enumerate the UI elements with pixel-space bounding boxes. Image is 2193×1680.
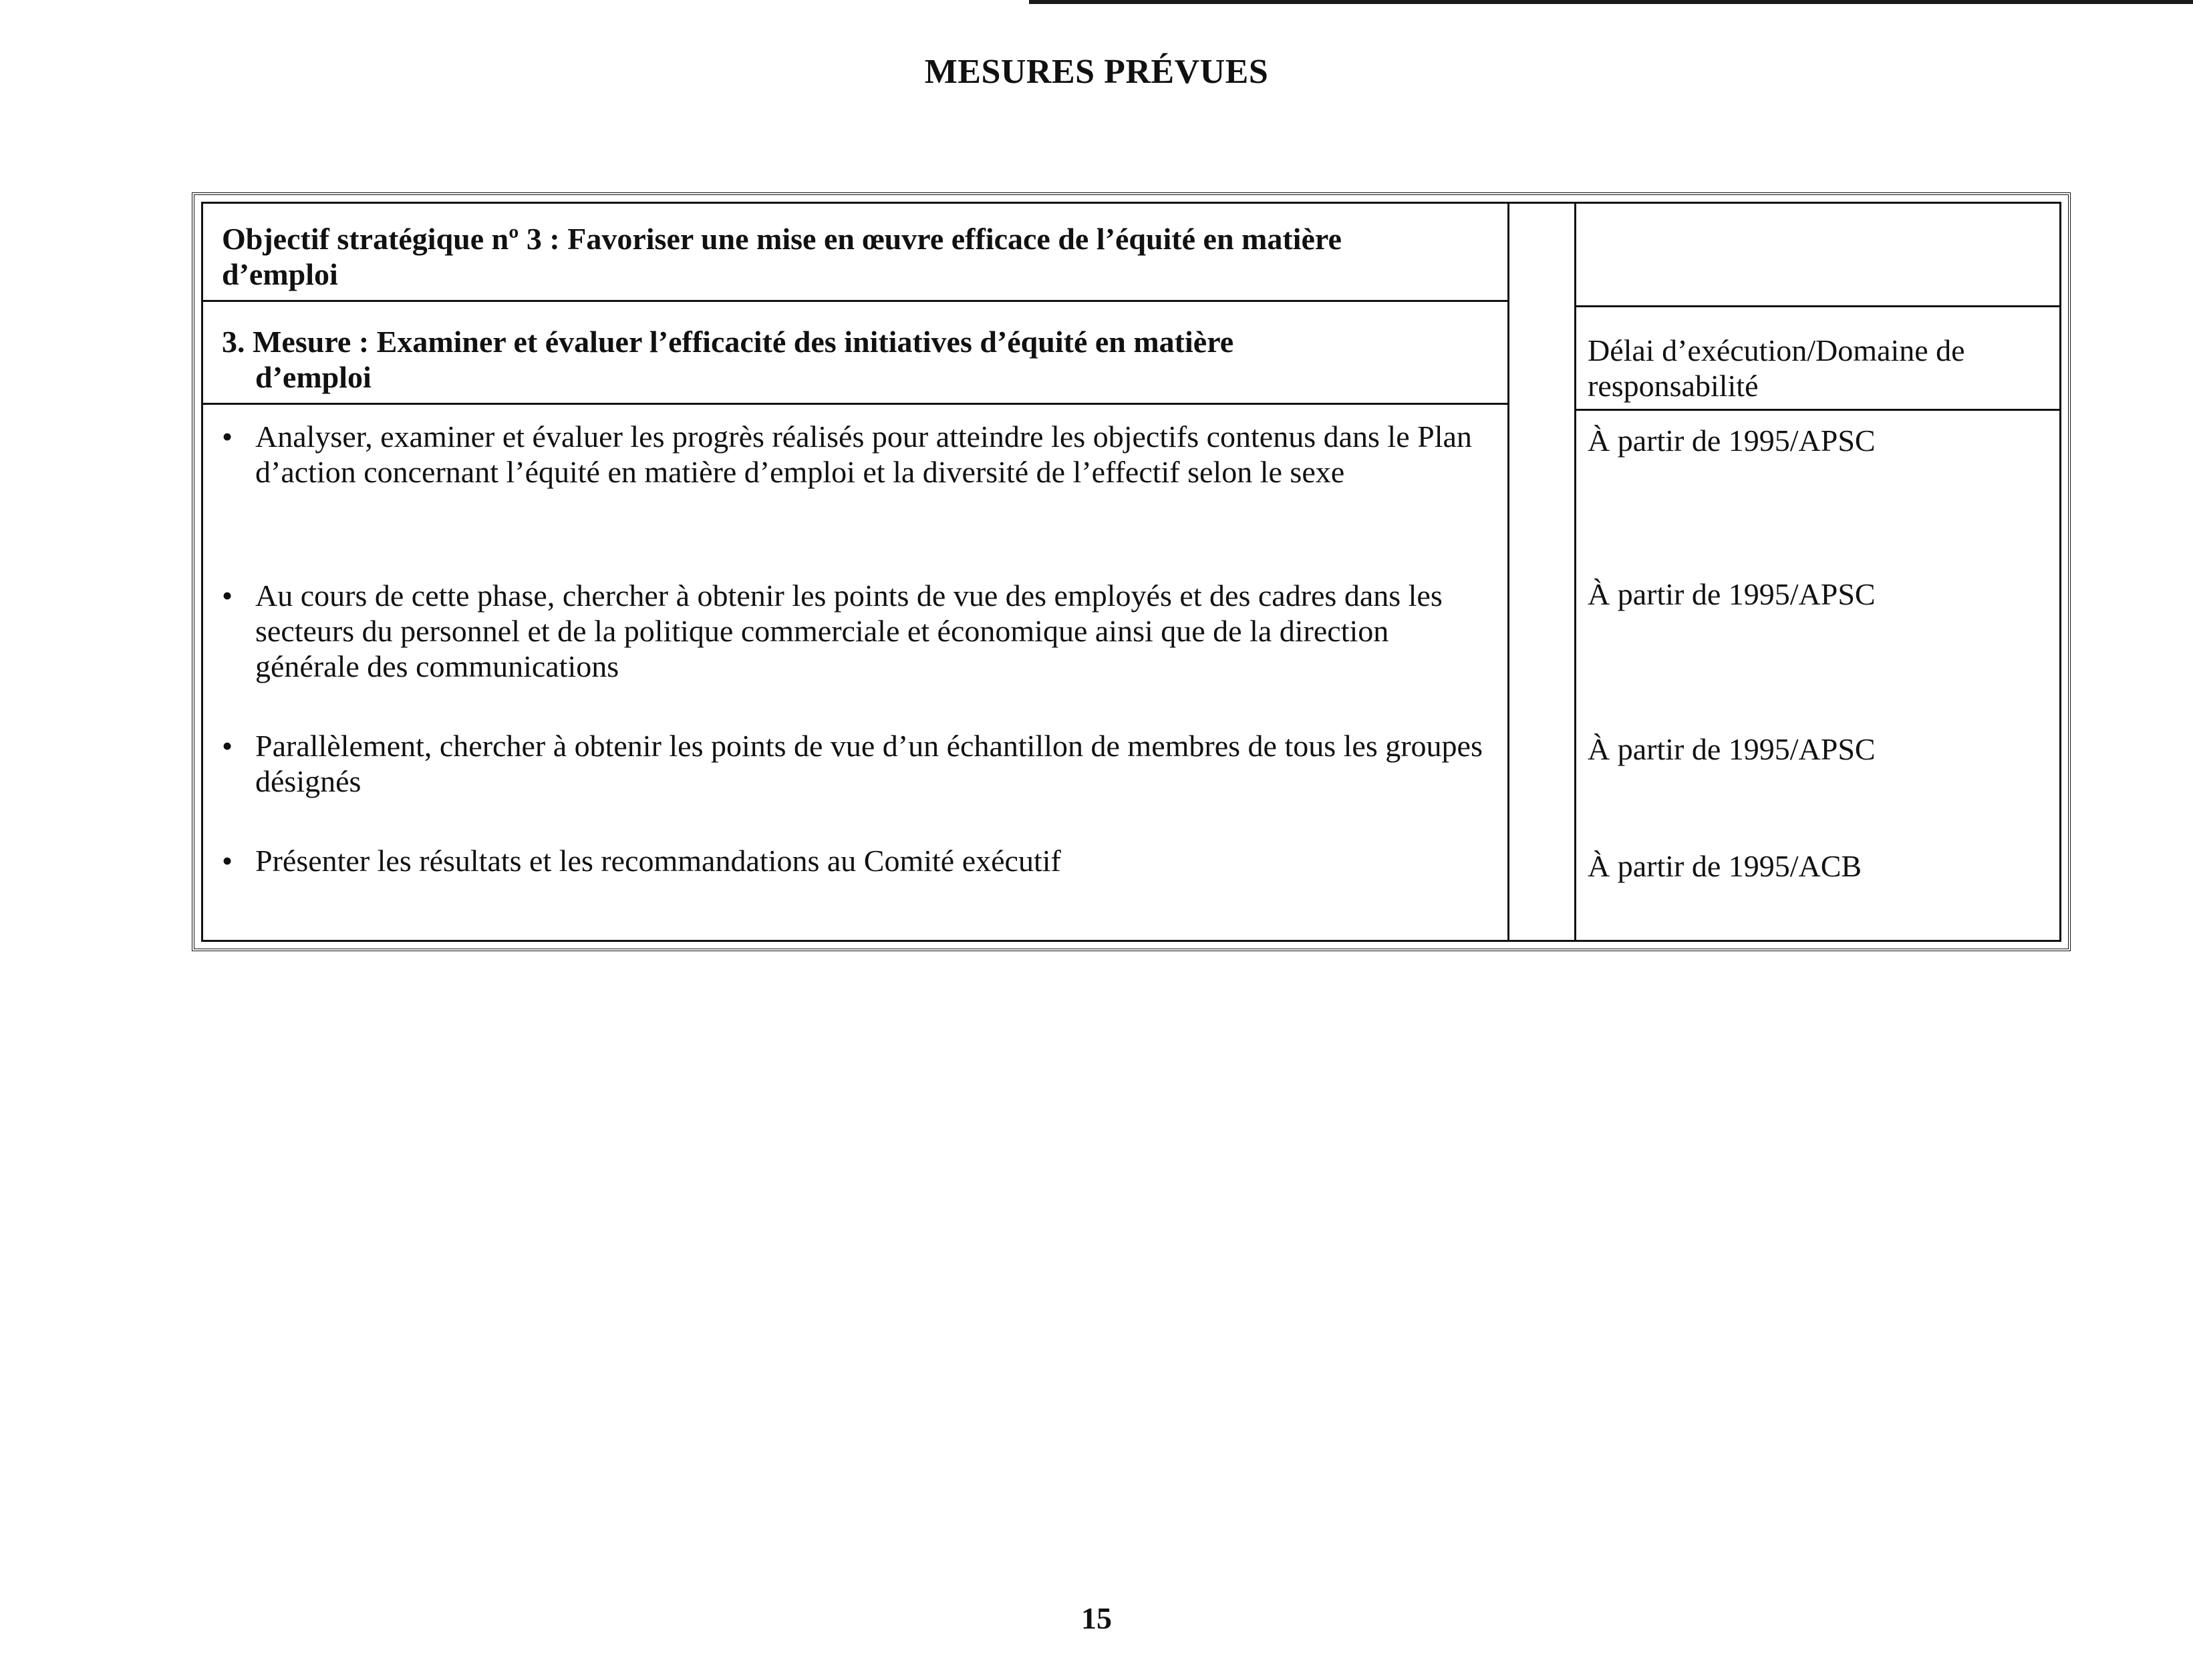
responsibility-header: Délai d’exécution/Domaine de responsabilité xyxy=(1588,333,1965,403)
measure-heading-line-1: 3. Mesure : Examiner et évaluer l’efficacité des initiatives d’équité en matière xyxy=(222,325,1234,359)
measure-heading-line-2: d’emploi xyxy=(255,360,372,394)
action-item xyxy=(222,578,1445,684)
bullet-icon: • xyxy=(222,729,233,763)
measures-table-frame xyxy=(192,192,2071,951)
row-divider-objective-right xyxy=(1574,305,2059,307)
top-edge-rule xyxy=(1029,0,2193,4)
row-divider-objective xyxy=(203,300,1507,302)
bullet-icon: • xyxy=(222,844,233,878)
measures-table xyxy=(201,202,2061,942)
row-divider-measure-right xyxy=(1574,409,2059,411)
bullet-icon: • xyxy=(222,419,233,454)
action-item xyxy=(222,728,1485,799)
action-responsibility: À partir de 1995/APSC xyxy=(1588,424,1876,458)
action-responsibility: À partir de 1995/APSC xyxy=(1588,577,1876,611)
action-text: Analyser, examiner et évaluer les progrès réalisés pour atteindre les objectifs contenus dans le Plan d’action concernant l’équité en matière d’emploi et la diversité de l’effectif selon le sexe xyxy=(255,419,1472,489)
page-number: 15 xyxy=(1081,1601,1112,1635)
column-divider-right xyxy=(1574,204,1576,940)
action-item xyxy=(222,419,1485,490)
action-responsibility: À partir de 1995/APSC xyxy=(1588,732,1876,766)
action-text: Au cours de cette phase, chercher à obtenir les points de vue des employés et des cadres dans les secteurs du personnel et de la politique commerciale et économique ainsi que de la direction générale des communications xyxy=(255,578,1443,683)
bullet-icon: • xyxy=(222,578,233,613)
action-responsibility: À partir de 1995/ACB xyxy=(1588,849,1862,883)
measure-heading xyxy=(222,324,1491,395)
column-divider-left xyxy=(1507,204,1509,940)
page-title: MESURES PRÉVUES xyxy=(924,53,1269,91)
row-divider-measure xyxy=(203,403,1507,405)
objective-heading: Objectif stratégique nº 3 : Favoriser une mise en œuvre efficace de l’équité en matière d’emploi xyxy=(222,222,1342,291)
action-text: Présenter les résultats et les recommandations au Comité exécutif xyxy=(255,844,1061,878)
action-item xyxy=(222,843,1485,878)
action-text: Parallèlement, chercher à obtenir les points de vue d’un échantillon de membres de tous les groupes désignés xyxy=(255,729,1483,798)
